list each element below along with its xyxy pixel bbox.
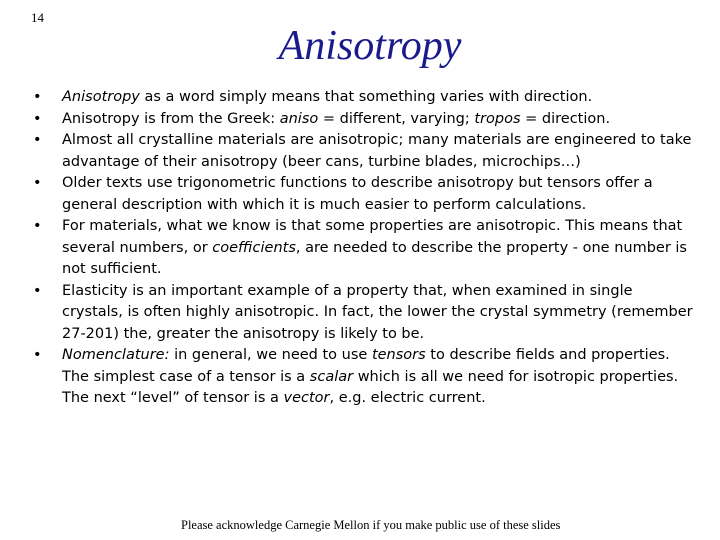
bullet-text: For materials, what we know is that some properties are anisotropic. This means that several numbers, or coefficients, are needed to describe the property - one number is not sufficient. xyxy=(62,218,687,277)
bullet-item xyxy=(33,173,693,216)
bullet-symbol: • xyxy=(33,282,42,299)
bullet-item xyxy=(33,130,693,173)
bullet-symbol: • xyxy=(33,347,42,363)
bullet-symbol: • xyxy=(33,132,42,148)
footer-note: Please acknowledge Carnegie Mellon if you make public use of these slides xyxy=(181,518,561,532)
bullet-text: Anisotropy as a word simply means that something varies with direction. xyxy=(62,89,593,105)
bullet-text: Older texts use trigonometric functions to describe anisotropy but tensors offer a general description with which it is much easier to perform calculations. xyxy=(62,175,653,213)
bullet-symbol: • xyxy=(33,89,42,105)
bullet-item xyxy=(33,87,693,109)
bullet-list xyxy=(33,87,693,410)
bullet-item xyxy=(33,345,693,410)
slide-title: Anisotropy xyxy=(278,23,462,69)
bullet-symbol: • xyxy=(33,218,42,234)
bullet-item xyxy=(33,216,693,281)
bullet-symbol: • xyxy=(33,110,42,127)
bullet-text: Almost all crystalline materials are anisotropic; many materials are engineered to take advantage of their anisotropy (beer cans, turbine blades, microchips…) xyxy=(62,132,692,170)
bullet-symbol: • xyxy=(33,175,42,191)
page-number: 14 xyxy=(31,10,44,25)
bullet-item xyxy=(33,281,693,346)
bullet-text: Anisotropy is from the Greek: aniso = different, varying; tropos = direction. xyxy=(62,110,611,127)
bullet-text: Elasticity is an important example of a property that, when examined in single crystals, is often highly anisotropic. In fact, the lower the crystal symmetry (remember 27-201) the, greater the anisotropy is likely to be. xyxy=(62,282,693,342)
bullet-text: Nomenclature: in general, we need to use tensors to describe fields and properties. The simplest case of a tensor is a scalar which is all we need for isotropic properties. The next “level” of tensor is a vector, e.g. electric current. xyxy=(62,347,679,406)
bullet-item xyxy=(33,109,693,131)
